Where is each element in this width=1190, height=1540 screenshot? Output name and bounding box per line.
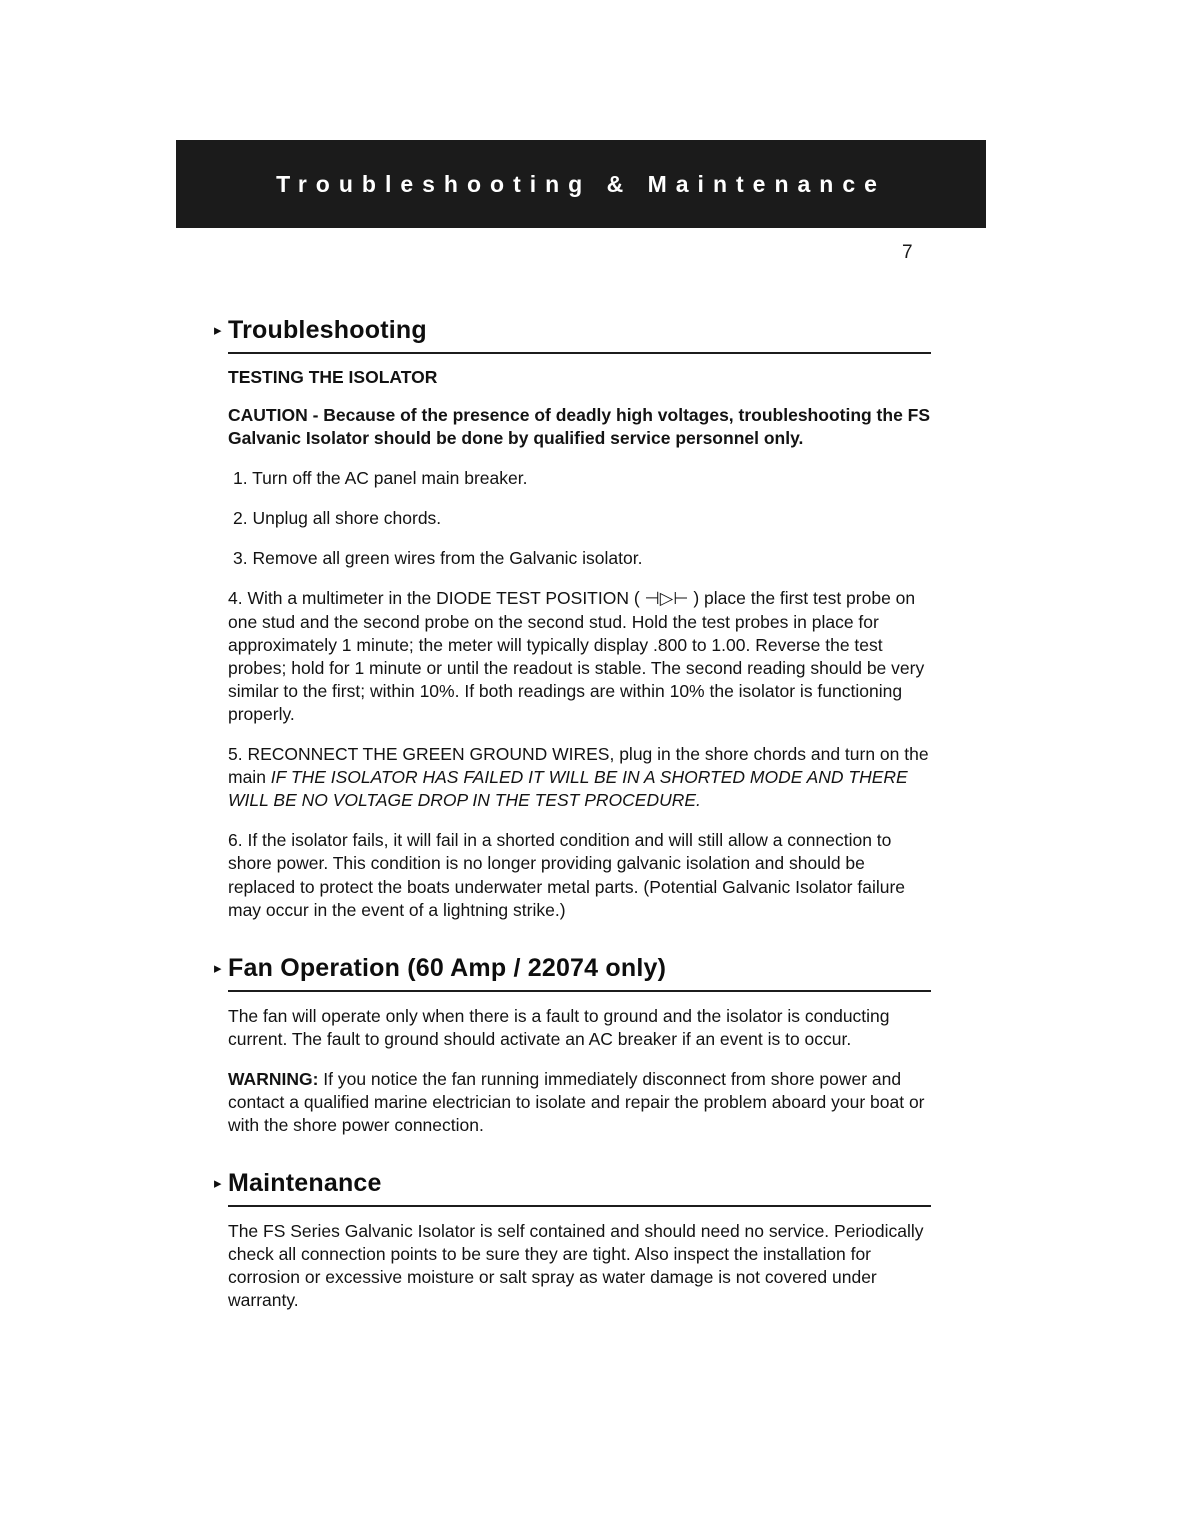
maintenance-paragraph: The FS Series Galvanic Isolator is self contained and should need no service. Periodically check all connection points to be sure they are tight. Also inspect the installation for corrosion or excessive moisture or salt spray as water damage is not covered under warranty. (228, 1221, 924, 1311)
section-title-text: Fan Operation (60 Amp / 22074 only) (228, 953, 667, 982)
caution-paragraph: CAUTION - Because of the presence of deadly high voltages, troubleshooting the FS Galvanic Isolator should be done by qualified service personnel only. (228, 405, 931, 449)
section-maintenance (214, 1169, 931, 1312)
page-content (214, 316, 931, 1330)
step-1: 1. Turn off the AC panel main breaker. (233, 468, 528, 489)
section-heading-fan-operation (214, 953, 931, 992)
header-bar (176, 140, 986, 228)
section-bullet-icon: ▸ (214, 322, 222, 339)
step-6: 6. If the isolator fails, it will fail in a shorted condition and will still allow a connection to shore power. This condition is no longer providing galvanic isolation and should be replaced to protect the boats underwater metal parts. (Potential Galvanic Isolator failure may occur in the event of a lightning strike.) (228, 830, 906, 920)
section-heading-maintenance (214, 1169, 931, 1207)
step-5-text: 5. RECONNECT THE GREEN GROUND WIRES, plug in the shore chords and turn on the main (228, 744, 929, 788)
step-5 (228, 743, 931, 812)
subheading-testing-isolator: TESTING THE ISOLATOR (228, 367, 438, 387)
section-troubleshooting (214, 316, 931, 922)
section-title-text: Troubleshooting (228, 316, 427, 344)
section-fan-operation (214, 953, 931, 1137)
step-4: 4. With a multimeter in the DIODE TEST POSITION ( ⊣▷⊢ ) place the first test probe on one stud and the second probe on the second stud. Hold the test probes in place for approximately 1 minute; the meter will typically display .800 to 1.00. Reverse the test probes; hold for 1 minute or until the readout is stable. The second reading should be very similar to the first; within 10%. If both readings are within 10% the isolator is functioning properly. (228, 588, 925, 724)
warning-label: WARNING: (228, 1068, 319, 1089)
section-title-text: Maintenance (228, 1169, 382, 1198)
fan-operation-paragraph: The fan will operate only when there is a fault to ground and the isolator is conducting current. The fault to ground should activate an AC breaker if an event is to occur. (228, 1005, 890, 1049)
step-2: 2. Unplug all shore chords. (233, 508, 442, 529)
section-bullet-icon: ▸ (214, 1175, 222, 1193)
step-5-italic-text: IF THE ISOLATOR HAS FAILED IT WILL BE IN A SHORTED MODE AND THERE WILL BE NO VOLTAGE DROP IN THE TEST PROCEDURE. (228, 767, 908, 811)
warning-text: If you notice the fan running immediately disconnect from shore power and contact a qualified marine electrician to isolate and repair the problem aboard your boat or with the shore power connection. (228, 1068, 925, 1136)
header-title: Troubleshooting & Maintenance (276, 170, 886, 197)
step-3: 3. Remove all green wires from the Galvanic isolator. (233, 548, 643, 569)
warning-paragraph (228, 1068, 931, 1137)
section-heading-troubleshooting (214, 316, 931, 354)
page-number: 7 (902, 242, 913, 263)
section-bullet-icon: ▸ (214, 959, 222, 977)
